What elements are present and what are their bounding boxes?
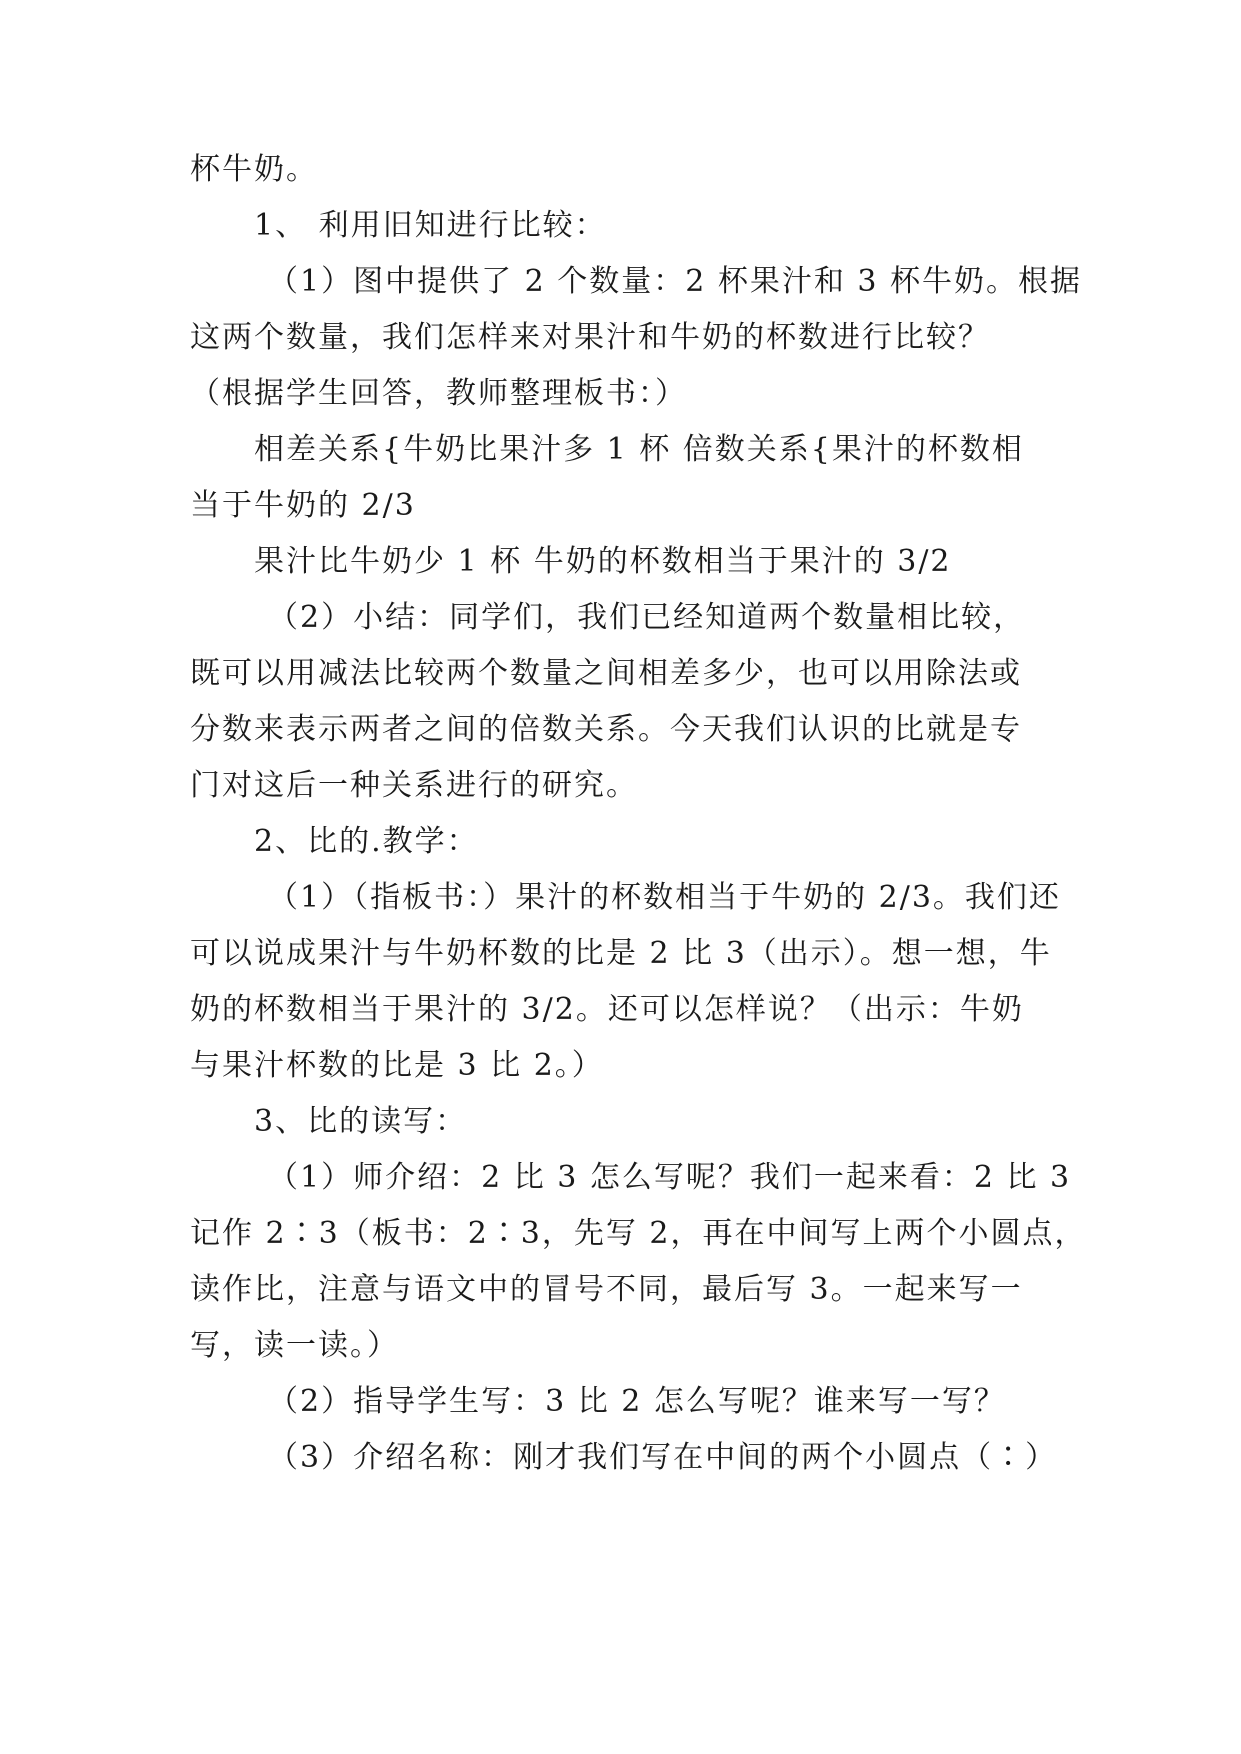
text-line: （1）（指板书：）果汁的杯数相当于牛奶的 2/3。我们还 [268,880,1061,915]
text-line: （3）介绍名称：刚才我们写在中间的两个小圆点（∶） [268,1440,1058,1475]
text-line: 当于牛奶的 2/3 [190,488,416,523]
text-line: （1）师介绍：2 比 3 怎么写呢？我们一起来看：2 比 3 [268,1160,1072,1195]
text-line: 门对这后一种关系进行的研究。 [190,768,638,803]
text-line: 既可以用减法比较两个数量之间相差多少，也可以用除法或 [190,656,1022,691]
text-line: （2）小结：同学们，我们已经知道两个数量相比较， [268,600,1026,635]
text-line: （1）图中提供了 2 个数量：2 杯果汁和 3 杯牛奶。根据 [268,264,1083,299]
text-line: 相差关系{牛奶比果汁多 1 杯 倍数关系{果汁的杯数相 [254,432,1024,467]
text-line: 写，读一读。） [190,1328,399,1363]
text-line: 分数来表示两者之间的倍数关系。今天我们认识的比就是专 [190,712,1022,747]
text-line: 读作比，注意与语文中的冒号不同，最后写 3。一起来写一 [190,1272,1023,1307]
text-line: （2）指导学生写：3 比 2 怎么写呢？谁来写一写？ [268,1384,1006,1419]
text-line: 奶的杯数相当于果汁的 3/2。还可以怎样说？（出示：牛奶 [190,992,1024,1027]
text-line: 3、比的读写： [254,1104,468,1139]
text-line: 记作 2∶3（板书：2∶3，先写 2，再在中间写上两个小圆点， [190,1216,1087,1251]
text-line: 2、比的.教学： [254,824,479,859]
text-line: 这两个数量，我们怎样来对果汁和牛奶的杯数进行比较？ [190,320,990,355]
text-line: 可以说成果汁与牛奶杯数的比是 2 比 3（出示）。想一想，牛 [190,936,1052,971]
text-line: 杯牛奶。 [190,152,318,187]
text-line: 与果汁杯数的比是 3 比 2。） [190,1048,604,1083]
text-line: 1、 利用旧知进行比较： [254,208,607,243]
text-line: （根据学生回答，教师整理板书：） [190,376,687,411]
text-line: 果汁比牛奶少 1 杯 牛奶的杯数相当于果汁的 3/2 [254,544,952,579]
